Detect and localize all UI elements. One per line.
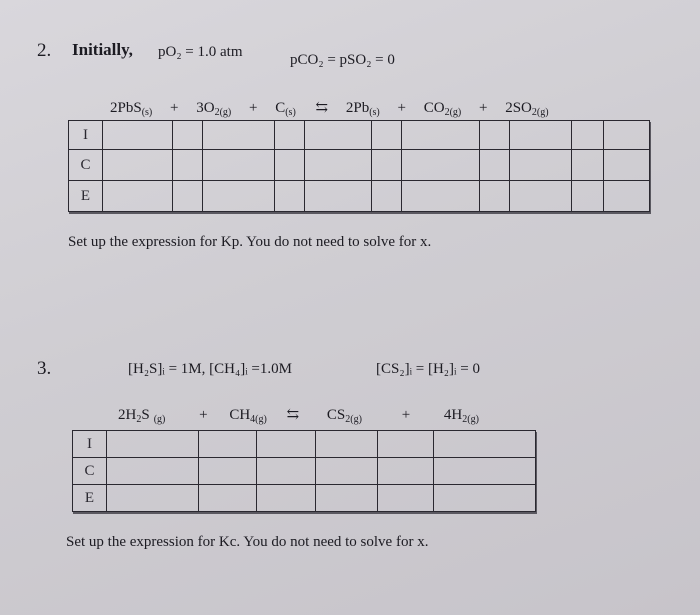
q3-cell[interactable] [198, 485, 256, 512]
q3-plus-2: + [401, 407, 411, 423]
q3-reactant-h2s: $2H_2S$ $_{(g)}$ [118, 407, 166, 425]
q3-cell[interactable] [106, 431, 198, 458]
q2-row-label-e: E [69, 181, 103, 212]
q2-initial-po2: pO₂ = 1.0 atm [158, 44, 243, 60]
q2-row-label-c: C [69, 150, 103, 181]
q3-row-change [73, 458, 536, 485]
q2-cell[interactable] [274, 181, 304, 212]
q3-cell[interactable] [378, 431, 434, 458]
q2-cell[interactable] [304, 150, 372, 181]
q3-row-equilibrium [73, 485, 536, 512]
q2-cell[interactable] [274, 150, 304, 181]
q2-cell[interactable] [480, 181, 510, 212]
q3-cell[interactable] [256, 485, 316, 512]
q2-reactant-o2: $3O_{2(g)}$ [196, 100, 232, 118]
q2-row-initial [69, 121, 650, 150]
q2-cell[interactable] [372, 181, 402, 212]
q2-cell[interactable] [172, 181, 202, 212]
q3-plus-1: + [199, 407, 208, 423]
q2-cell[interactable] [372, 150, 402, 181]
q2-cell[interactable] [604, 181, 650, 212]
q3-product-cs2: $CS_{2(g)}$ [326, 407, 362, 425]
q3-equilibrium-arrow: ⇆ [286, 407, 300, 423]
q2-plus-3: + [397, 100, 406, 116]
q2-cell[interactable] [202, 121, 274, 150]
q2-row-equilibrium [69, 181, 650, 212]
q2-initially-label: Initially, [72, 40, 133, 59]
q2-row-change [69, 150, 650, 181]
q3-initial-h2s-ch4: [H₂S]ᵢ = 1M, [CH₄]ᵢ =1.0M [128, 361, 292, 377]
q2-product-so2: $2SO_{2(g)}$ [505, 100, 549, 118]
q2-product-pb: $2Pb_{(s)}$ [345, 100, 380, 118]
q3-cell[interactable] [106, 485, 198, 512]
q2-cell[interactable] [402, 121, 480, 150]
q2-cell[interactable] [304, 181, 372, 212]
q3-cell[interactable] [316, 431, 378, 458]
q3-number: 3. [37, 358, 52, 379]
q3-row-label-c: C [73, 458, 107, 485]
q3-reactant-ch4: $CH_{4(g)}$ [229, 407, 267, 425]
q3-initial-cs2-h2: [CS₂]ᵢ = [H₂]ᵢ = 0 [376, 361, 480, 377]
q2-initial-pco2: pCO₂ = pSO₂ = 0 [290, 52, 395, 68]
q2-cell[interactable] [572, 121, 604, 150]
q2-cell[interactable] [402, 150, 480, 181]
q2-product-co2: $CO_{2(g)}$ [423, 100, 462, 118]
q2-ice-table [68, 120, 650, 212]
q2-cell[interactable] [202, 181, 274, 212]
q2-cell[interactable] [304, 121, 372, 150]
q3-cell[interactable] [434, 485, 536, 512]
q2-cell[interactable] [172, 150, 202, 181]
q2-cell[interactable] [604, 121, 650, 150]
q2-reactant-pbs: 2PbS$_{(s)}$ [110, 100, 153, 118]
q3-row-initial [73, 431, 536, 458]
q2-number: 2. [37, 40, 52, 61]
q3-cell[interactable] [434, 458, 536, 485]
q3-cell[interactable] [198, 431, 256, 458]
q3-cell[interactable] [106, 458, 198, 485]
q2-cell[interactable] [572, 181, 604, 212]
q2-cell[interactable] [102, 181, 172, 212]
q2-cell[interactable] [274, 121, 304, 150]
q3-cell[interactable] [316, 485, 378, 512]
q2-cell[interactable] [480, 150, 510, 181]
q3-cell[interactable] [256, 458, 316, 485]
q2-reaction-equation [110, 98, 549, 118]
q3-cell[interactable] [256, 431, 316, 458]
q2-cell[interactable] [172, 121, 202, 150]
q3-product-h2: $4H_{2(g)}$ [443, 407, 479, 425]
q2-cell[interactable] [372, 121, 402, 150]
q2-plus-1: + [170, 100, 179, 116]
q2-instruction: Set up the expression for Kp. You do not need to solve for x. [68, 234, 432, 250]
q2-row-label-i: I [69, 121, 103, 150]
q3-instruction: Set up the expression for Kc. You do not need to solve for x. [66, 534, 429, 550]
q3-cell[interactable] [378, 485, 434, 512]
q2-cell[interactable] [604, 150, 650, 181]
q2-cell[interactable] [510, 121, 572, 150]
q2-cell[interactable] [102, 150, 172, 181]
q2-cell[interactable] [102, 121, 172, 150]
q3-cell[interactable] [378, 458, 434, 485]
q3-row-label-i: I [73, 431, 107, 458]
q3-row-label-e: E [73, 485, 107, 512]
q2-cell[interactable] [510, 181, 572, 212]
q3-cell[interactable] [198, 458, 256, 485]
q3-reaction-equation [118, 405, 479, 425]
q2-equilibrium-arrow: ⇆ [315, 100, 329, 116]
q2-cell[interactable] [202, 150, 274, 181]
q2-cell[interactable] [572, 150, 604, 181]
q2-cell[interactable] [402, 181, 480, 212]
q3-ice-table [72, 430, 536, 512]
q2-cell[interactable] [510, 150, 572, 181]
q3-cell[interactable] [316, 458, 378, 485]
q3-cell[interactable] [434, 431, 536, 458]
q2-reactant-c: $C_{(s)}$ [275, 100, 296, 118]
q2-plus-4: + [479, 100, 488, 116]
q2-plus-2: + [248, 100, 258, 116]
q2-cell[interactable] [480, 121, 510, 150]
